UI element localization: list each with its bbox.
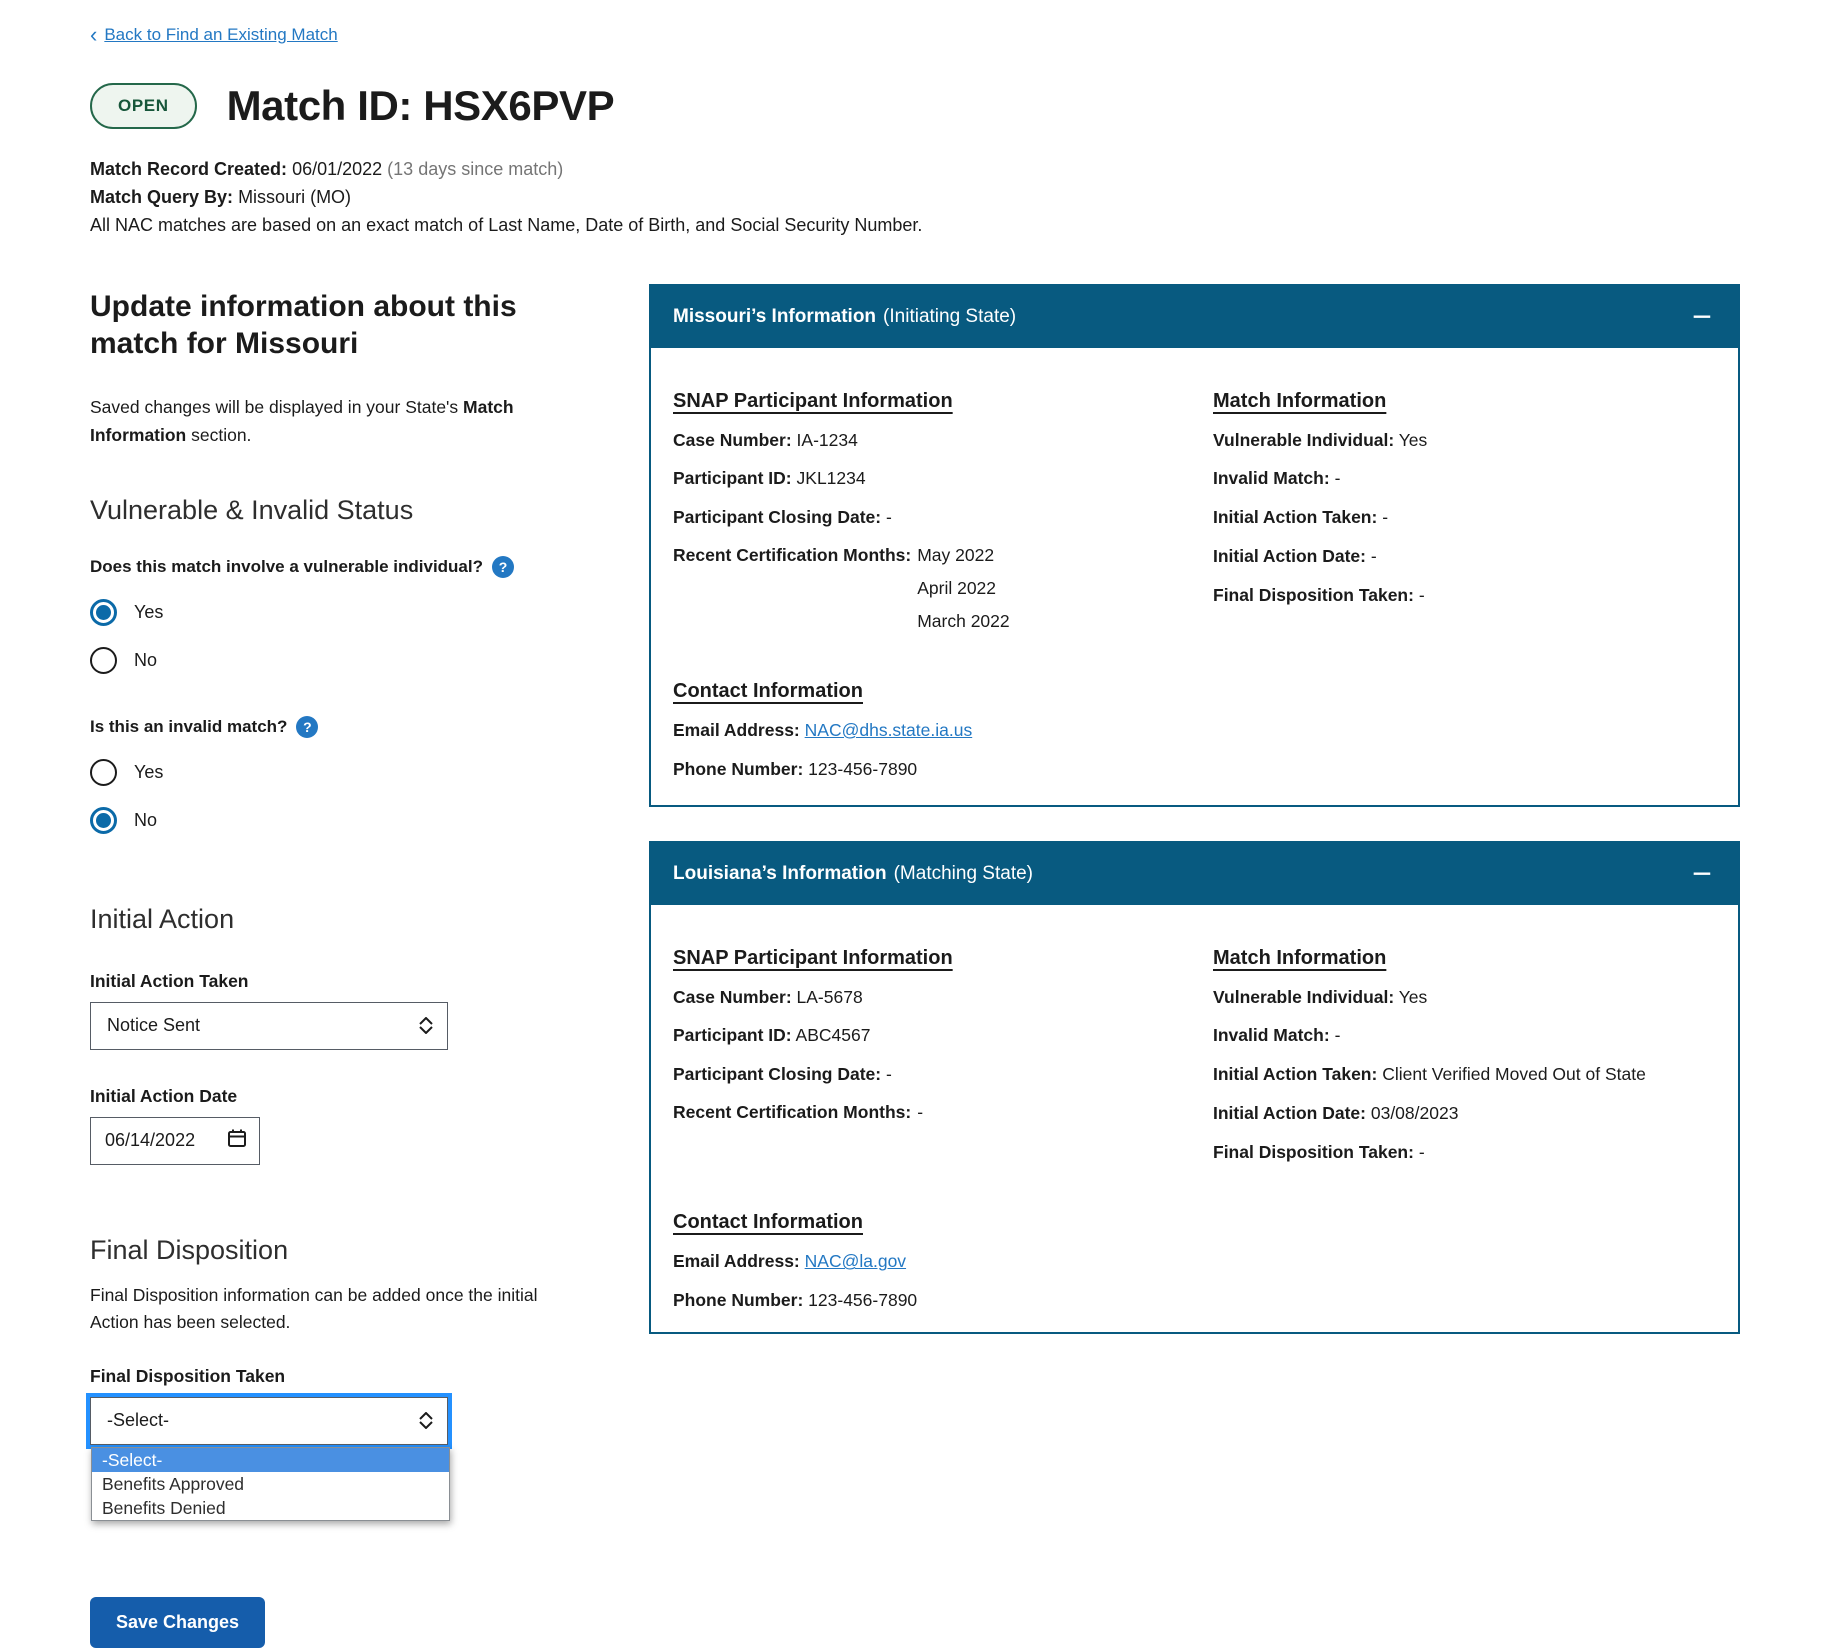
dropdown-option-benefits-denied[interactable]: Benefits Denied (102, 1497, 226, 1518)
radio-vulnerable-no-label: No (134, 649, 158, 670)
back-chevron-icon: ‹ (90, 22, 98, 47)
info-row (1213, 1102, 1708, 1125)
match-info-heading: Match Information (1213, 946, 1387, 969)
page-title: Match ID: HSX6PVP (226, 82, 615, 129)
info-value: Client Verified Moved Out of State (1382, 1064, 1646, 1085)
info-row (1213, 584, 1708, 607)
form-intro (90, 393, 552, 449)
form-intro-prefix: Saved changes will be displayed in your State's (90, 396, 464, 417)
info-value: - (1382, 507, 1389, 528)
louisiana-snap-section (673, 937, 1213, 1164)
info-label: Vulnerable Individual: (1213, 986, 1395, 1007)
info-row (673, 719, 1708, 742)
final-disposition-taken-label: Final Disposition Taken (90, 1365, 286, 1386)
radio-invalid-no-label: No (134, 809, 158, 830)
louisiana-information-panel (649, 841, 1740, 1334)
info-label: Participant ID: (673, 1025, 792, 1046)
initial-action-date-input[interactable] (90, 1117, 260, 1165)
info-row (673, 758, 1708, 781)
info-label: Final Disposition Taken: (1213, 584, 1414, 605)
info-row (673, 1250, 1708, 1273)
info-row (1213, 429, 1708, 452)
invalid-no-option[interactable] (90, 807, 560, 834)
status-badge: OPEN (90, 83, 197, 129)
info-value: - (1334, 468, 1341, 489)
collapse-icon[interactable]: − (1692, 854, 1712, 893)
match-record-created-label: Match Record Created: (90, 159, 288, 179)
initial-action-taken-label: Initial Action Taken (90, 970, 249, 991)
final-disposition-taken-value: -Select- (107, 1410, 170, 1431)
info-value: ABC4567 (795, 1025, 871, 1046)
louisiana-panel-subtitle: (Matching State) (893, 862, 1033, 884)
match-record-created-value: 06/01/2022 (292, 159, 383, 179)
page-header (90, 82, 1829, 130)
vulnerable-question-label (90, 556, 560, 578)
louisiana-match-section (1213, 937, 1708, 1164)
info-row (673, 1024, 1213, 1047)
info-label: Phone Number: (673, 758, 804, 779)
final-disposition-taken-select[interactable] (90, 1397, 448, 1518)
breadcrumb (90, 24, 1829, 46)
info-value: IA-1234 (796, 429, 858, 450)
info-label: Case Number: (673, 986, 792, 1007)
match-query-by-value: Missouri (MO) (238, 186, 352, 207)
info-label: Recent Certification Months: (673, 544, 912, 565)
info-label: Participant ID: (673, 468, 792, 489)
collapse-icon[interactable]: − (1692, 297, 1712, 336)
info-label: Initial Action Taken: (1213, 507, 1378, 528)
email-link[interactable]: NAC@dhs.state.ia.us (804, 719, 973, 740)
days-since-match-note: (13 days since match) (387, 159, 564, 179)
missouri-panel-header (651, 286, 1738, 348)
info-value: - (1370, 545, 1377, 566)
louisiana-contact-section (673, 1211, 1708, 1312)
info-row (673, 1063, 1213, 1086)
cert-month: May 2022 (917, 544, 995, 565)
match-query-by-line (90, 184, 1829, 212)
invalid-question-text: Is this an invalid match? (90, 716, 288, 736)
final-disposition-dropdown (91, 1447, 450, 1521)
info-row (673, 429, 1213, 452)
info-label: Recent Certification Months: (673, 1101, 912, 1122)
update-form (90, 284, 560, 1648)
info-row (1213, 986, 1708, 1009)
radio-invalid-no[interactable] (90, 807, 117, 834)
info-value: Yes (1398, 986, 1428, 1007)
info-value: - (1418, 584, 1425, 605)
final-disposition-note: Final Disposition information can be added once the initial Action has been selected. (90, 1284, 538, 1332)
radio-invalid-yes-label: Yes (134, 761, 164, 782)
info-label: Email Address: (673, 719, 800, 740)
contact-info-heading: Contact Information (673, 679, 863, 702)
back-to-find-match-link[interactable]: Back to Find an Existing Match (104, 25, 338, 44)
vulnerable-no-option[interactable] (90, 647, 560, 674)
info-row (1213, 467, 1708, 490)
missouri-information-panel (649, 284, 1740, 807)
info-label: Initial Action Date: (1213, 1102, 1366, 1123)
info-label: Invalid Match: (1213, 1025, 1330, 1046)
help-icon[interactable]: ? (296, 716, 318, 738)
louisiana-panel-header (651, 843, 1738, 905)
initial-action-date-label: Initial Action Date (90, 1085, 238, 1106)
missouri-snap-section (673, 380, 1213, 632)
cert-month: April 2022 (917, 577, 997, 598)
snap-participant-info-heading: SNAP Participant Information (673, 946, 953, 969)
match-record-created-line (90, 156, 1829, 184)
info-label: Final Disposition Taken: (1213, 1141, 1414, 1162)
info-value: - (1334, 1025, 1341, 1046)
radio-vulnerable-no[interactable] (90, 647, 117, 674)
radio-vulnerable-yes-label: Yes (134, 601, 164, 622)
info-value: - (885, 507, 892, 528)
cert-months-values (917, 1102, 923, 1123)
info-row (1213, 1024, 1708, 1047)
vulnerable-yes-option[interactable] (90, 599, 560, 626)
email-link[interactable]: NAC@la.gov (804, 1251, 907, 1272)
missouri-match-section (1213, 380, 1708, 632)
radio-invalid-yes[interactable] (90, 759, 117, 786)
info-value: - (1418, 1141, 1425, 1162)
match-info-heading: Match Information (1213, 389, 1387, 412)
radio-vulnerable-yes[interactable] (90, 599, 117, 626)
snap-participant-info-heading: SNAP Participant Information (673, 389, 953, 412)
dropdown-option-select[interactable]: -Select- (92, 1448, 449, 1472)
info-value: JKL1234 (796, 468, 866, 489)
save-changes-button[interactable]: Save Changes (90, 1597, 265, 1648)
invalid-yes-option[interactable] (90, 759, 560, 786)
info-row (673, 467, 1213, 490)
initial-action-taken-value: Notice Sent (107, 1015, 201, 1036)
cert-months-values (917, 545, 1009, 632)
info-row (673, 506, 1213, 529)
info-row (673, 1289, 1708, 1312)
form-heading: Update information about this match for Missouri (90, 289, 517, 361)
calendar-icon[interactable] (227, 1128, 247, 1153)
section-heading-final-disposition: Final Disposition (90, 1234, 289, 1265)
dropdown-option-benefits-approved[interactable]: Benefits Approved (102, 1473, 245, 1494)
initial-action-taken-select[interactable] (90, 1002, 448, 1050)
missouri-panel-subtitle: (Initiating State) (883, 305, 1017, 327)
info-label: Initial Action Date: (1213, 545, 1366, 566)
invalid-question-label (90, 716, 560, 738)
cert-months-row (673, 1102, 1213, 1123)
info-label: Participant Closing Date: (673, 507, 882, 528)
info-label: Vulnerable Individual: (1213, 429, 1395, 450)
info-label: Case Number: (673, 429, 792, 450)
cert-month: March 2022 (917, 610, 1010, 631)
match-query-by-label: Match Query By: (90, 186, 234, 207)
select-chevron-icon (419, 1017, 433, 1034)
select-chevron-icon (419, 1412, 433, 1429)
info-value: 123-456-7890 (808, 758, 918, 779)
contact-info-heading: Contact Information (673, 1211, 863, 1234)
match-meta (90, 156, 1829, 240)
info-row (1213, 1063, 1708, 1086)
info-label: Email Address: (673, 1251, 800, 1272)
info-label: Invalid Match: (1213, 468, 1330, 489)
info-value: 123-456-7890 (808, 1290, 918, 1311)
nac-match-note: All NAC matches are based on an exact match of Last Name, Date of Birth, and Social Security Number. (90, 214, 923, 235)
vulnerable-question-text: Does this match involve a vulnerable individual? (90, 556, 483, 576)
cert-month: - (917, 1101, 924, 1122)
state-information-panels (649, 284, 1740, 1368)
info-row (673, 986, 1213, 1009)
form-intro-bold: Match Information (90, 396, 514, 445)
cert-months-row (673, 545, 1213, 632)
info-label: Participant Closing Date: (673, 1064, 882, 1085)
help-icon[interactable]: ? (492, 556, 514, 578)
info-row (1213, 506, 1708, 529)
info-value: 03/08/2023 (1370, 1102, 1459, 1123)
info-row (1213, 1141, 1708, 1164)
louisiana-panel-title: Louisiana’s Information (673, 862, 887, 884)
info-label: Phone Number: (673, 1290, 804, 1311)
info-label: Initial Action Taken: (1213, 1064, 1378, 1085)
missouri-panel-title: Missouri’s Information (673, 305, 877, 327)
info-row (1213, 545, 1708, 568)
initial-action-date-value: 06/14/2022 (105, 1130, 196, 1151)
info-value: LA-5678 (796, 986, 863, 1007)
missouri-contact-section (673, 680, 1708, 781)
info-value: Yes (1398, 429, 1428, 450)
section-heading-initial-action: Initial Action (90, 903, 235, 934)
form-intro-suffix: section. (186, 424, 252, 445)
section-heading-vulnerable-invalid-status: Vulnerable & Invalid Status (90, 494, 414, 525)
info-value: - (885, 1064, 892, 1085)
